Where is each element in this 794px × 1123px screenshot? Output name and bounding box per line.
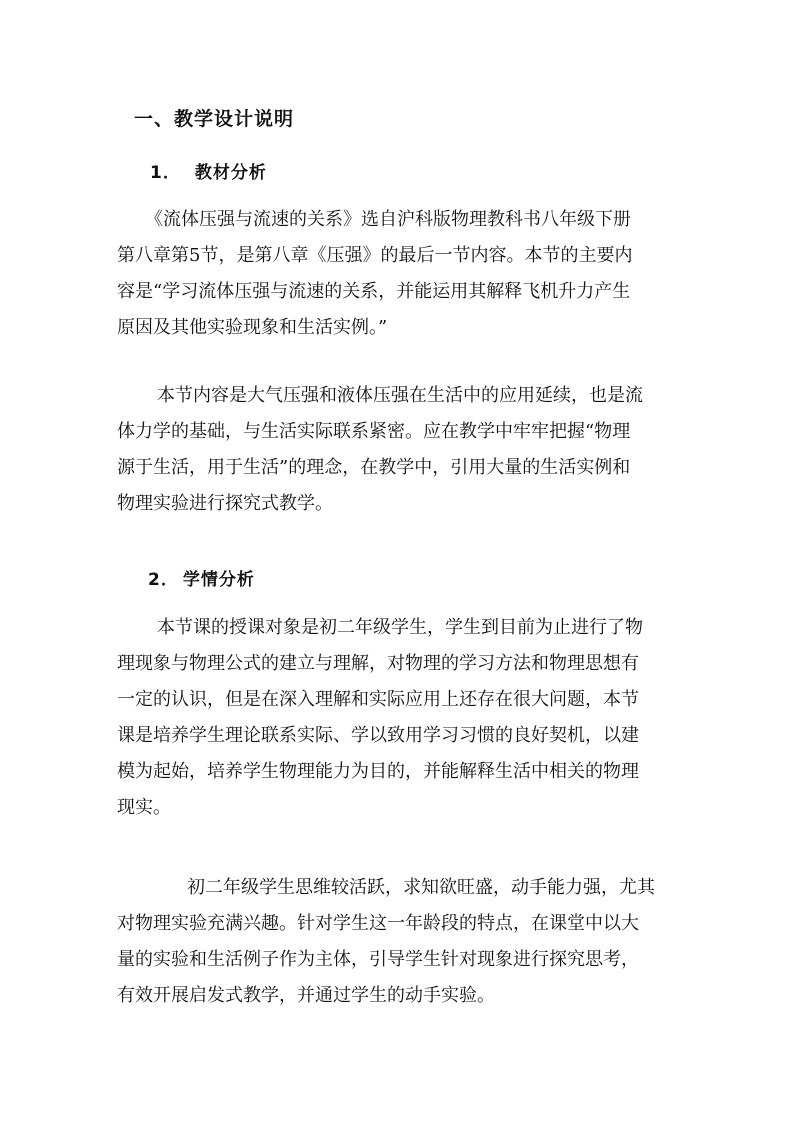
paragraph-line: 量的实验和生活例子作为主体，引导学生针对现象进行探究思考， [117,949,639,970]
paragraph-textbook-intro [117,202,677,346]
paragraph-line: 现实。 [117,797,171,818]
section-number: 2． [148,570,179,590]
paragraph-student-background [117,610,677,826]
paragraph-line: 原因及其他实验现象和生活实例。” [117,317,388,338]
paragraph-line: 课是培养学生理论联系实际、学以致用学习习惯的良好契机，以建 [117,725,639,746]
paragraph-textbook-content [117,378,677,522]
paragraph-line: 对物理实验充满兴趣。针对学生这一年龄段的特点，在课堂中以大 [117,913,639,934]
paragraph-line: 初二年级学生思维较活跃，求知欲旺盛，动手能力强，尤其 [187,877,655,898]
paragraph-line: 物理实验进行探究式教学。 [117,493,333,514]
section-number: 1． [150,163,181,183]
paragraph-line: 《流体压强与流速的关系》选自沪科版物理教科书八年级下册 [145,209,631,230]
paragraph-line: 容是“学习流体压强与流速的关系，并能运用其解释飞机升力产生 [117,281,631,302]
heading-teaching-design: 一、教学设计说明 [134,108,295,130]
paragraph-line: 一定的认识，但是在深入理解和实际应用上还存在很大问题，本节 [117,689,639,710]
section-title: 教材分析 [194,163,267,183]
paragraph-line: 理现象与物理公式的建立与理解，对物理的学习方法和物理思想有 [117,653,639,674]
section-heading-textbook-analysis [150,158,267,183]
paragraph-line: 源于生活，用于生活”的理念，在教学中，引用大量的生活实例和 [117,457,631,478]
section-title: 学情分析 [182,570,255,590]
paragraph-line: 第八章第5节，是第八章《压强》的最后一节内容。本节的主要内 [117,245,633,266]
paragraph-line: 本节课的授课对象是初二年级学生，学生到目前为止进行了物 [157,617,643,638]
paragraph-line: 模为起始，培养学生物理能力为目的，并能解释生活中相关的物理 [117,761,639,782]
paragraph-line: 有效开展启发式教学，并通过学生的动手实验。 [117,985,495,1006]
paragraph-line: 体力学的基础，与生活实际联系紧密。应在教学中牢牢把握“物理 [117,421,631,442]
paragraph-line: 本节内容是大气压强和液体压强在生活中的应用延续，也是流 [157,385,643,406]
section-heading-student-analysis [148,565,255,590]
paragraph-student-traits [117,870,677,1014]
